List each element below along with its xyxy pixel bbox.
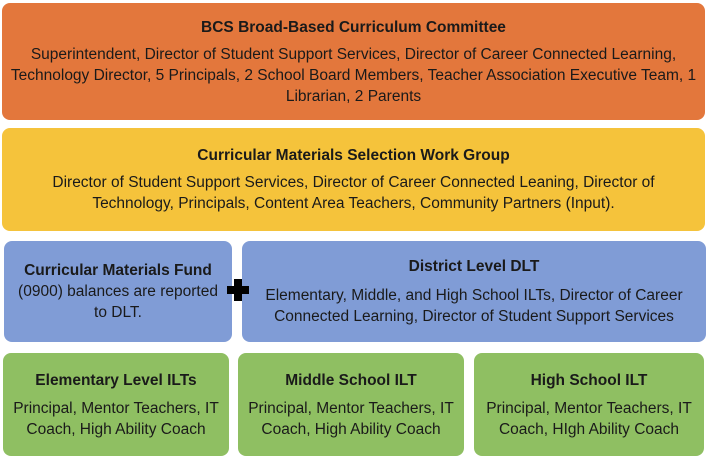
elementary-ilt-box bbox=[3, 353, 229, 456]
middle-school-ilt-title: Middle School ILT bbox=[285, 371, 417, 389]
high-school-ilt-box bbox=[474, 353, 704, 456]
dlt-title: District Level DLT bbox=[408, 258, 540, 275]
fund-title: Curricular Materials Fund bbox=[24, 262, 212, 279]
high-school-ilt-title: High School ILT bbox=[530, 371, 648, 389]
high-school-ilt-members: Principal, Mentor Teachers, IT Coach, HIgh Ability Coach bbox=[486, 399, 692, 438]
committee-title: BCS Broad-Based Curriculum Committee bbox=[201, 18, 506, 36]
committee-box bbox=[2, 3, 705, 120]
fund-box bbox=[4, 241, 232, 342]
work-group-box bbox=[2, 128, 705, 231]
middle-school-ilt-members: Principal, Mentor Teachers, IT Coach, High Ability Coach bbox=[248, 399, 454, 438]
fund-description: (0900) balances are reported to DLT. bbox=[18, 283, 218, 321]
middle-school-ilt-box bbox=[238, 353, 464, 456]
elementary-ilt-title: Elementary Level ILTs bbox=[35, 371, 197, 389]
work-group-members: Director of Student Support Services, Director of Career Connected Leaning, Director of Technology, Principals, Content Area Teachers, Community Partners (Input). bbox=[52, 174, 655, 212]
elementary-ilt-members: Principal, Mentor Teachers, IT Coach, High Ability Coach bbox=[13, 399, 219, 438]
district-dlt-box bbox=[242, 241, 706, 342]
work-group-title: Curricular Materials Selection Work Group bbox=[197, 147, 510, 164]
plus-icon bbox=[226, 278, 250, 302]
committee-members: Superintendent, Director of Student Support Services, Director of Career Connected Learning, Technology Director, 5 Principals, 2 School Board Members, Teacher Association Executive Team, 1 Librarian, 2 Parents bbox=[10, 45, 697, 105]
fund-text bbox=[12, 260, 224, 323]
dlt-members: Elementary, Middle, and High School ILTs, Director of Career Connected Learning, Director of Student Support Services bbox=[265, 287, 683, 325]
